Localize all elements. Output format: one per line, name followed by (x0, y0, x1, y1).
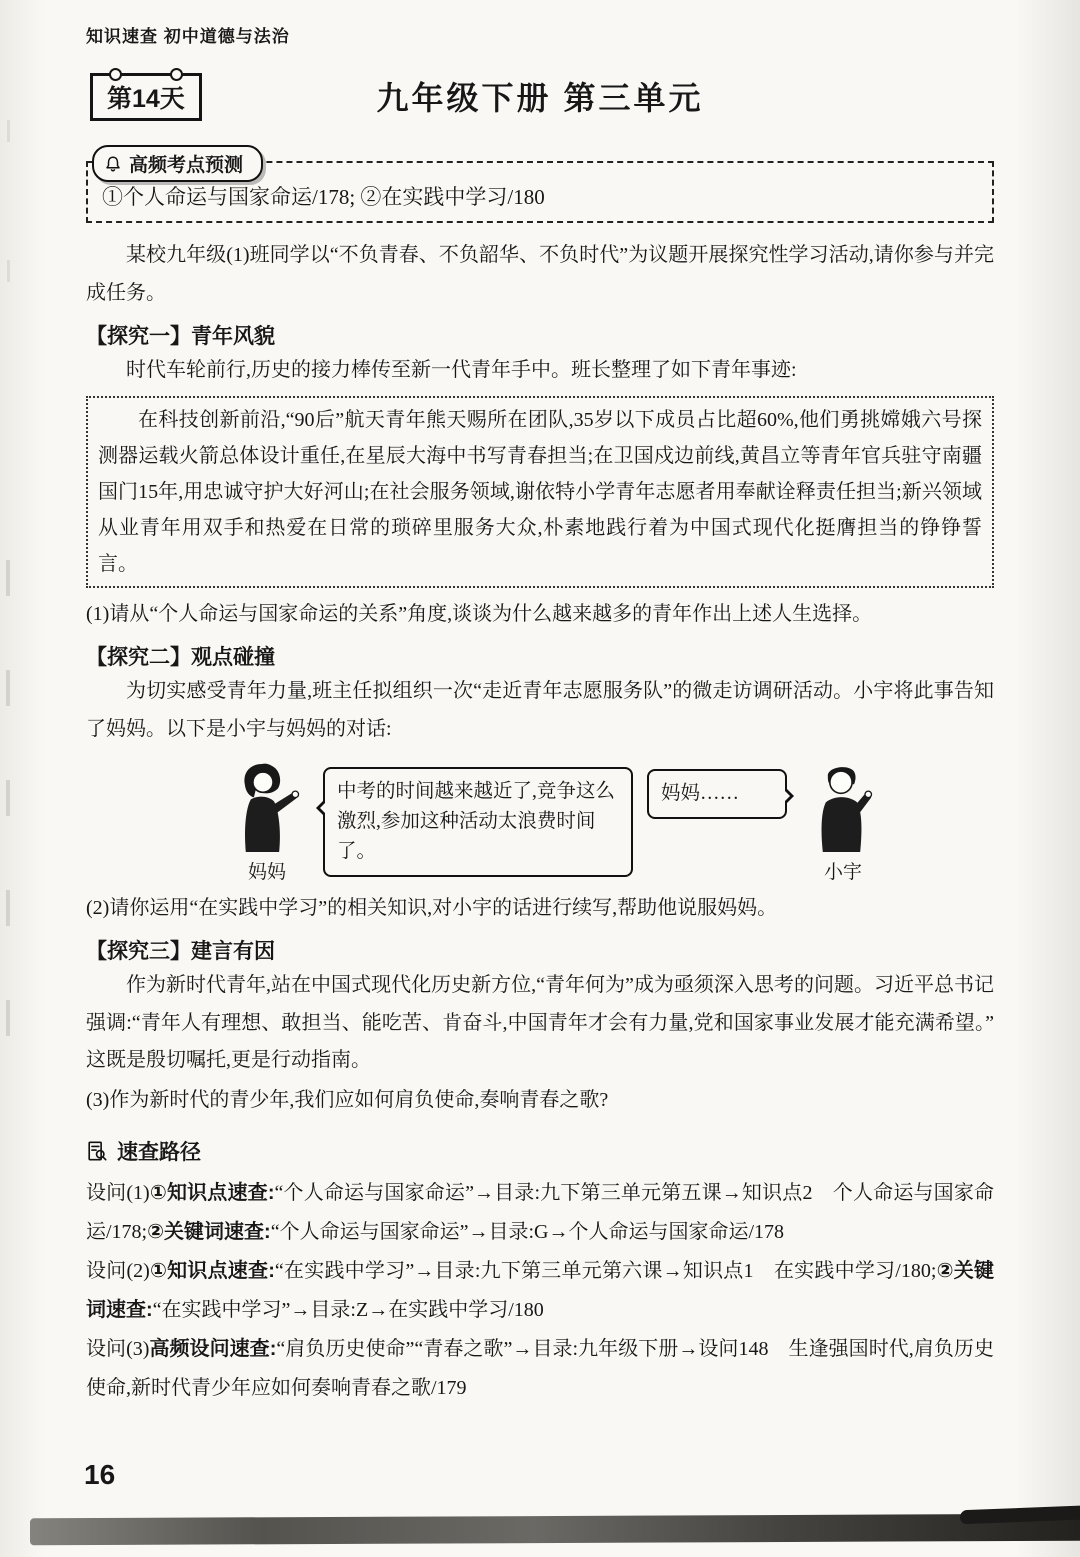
page-number: 16 (84, 1459, 116, 1490)
dialog-illustration (86, 761, 994, 884)
lookup-item-2: 设问(2)①知识点速查:“在实践中学习”→目录:九下第三单元第六课→知识点1 在实践中学习/180;②关键词速查:“在实践中学习”→目录:Z→在实践中学习/180 (86, 1259, 994, 1321)
lookup-item-3: 设问(3)高频设问速查:“肩负历史使命”“青春之歌”→目录:九年级下册→设问148 生逢强国时代,肩负历史使命,新时代青少年应如何奏响青春之歌/179 (86, 1337, 994, 1399)
mom-illustration (231, 761, 303, 857)
material-box (86, 396, 994, 588)
scan-artifact-left-top (7, 120, 10, 380)
scan-artifact-bottom-strip (30, 1514, 1080, 1546)
mom-label: 妈妈 (247, 861, 286, 883)
exploration2-heading: 【探究二】观点碰撞 (86, 646, 275, 670)
scan-artifact-left (6, 560, 10, 1080)
mom-speech-bubble (323, 767, 633, 878)
mom-figure (225, 761, 309, 884)
boy-speech-text: 妈妈…… (661, 782, 740, 804)
lookup-header (86, 1136, 994, 1166)
intro-paragraph: 某校九年级(1)班同学以“不负青春、不负韶华、不负时代”为议题开展探究性学习活动,请你参与并完成任务。 (86, 244, 994, 304)
boy-illustration (807, 761, 879, 857)
lookup-label: 速查路径 (117, 1140, 201, 1164)
boy-speech-bubble (647, 769, 787, 819)
lookup-icon (86, 1140, 108, 1162)
lookup-item-1: 设问(1)①知识点速查:“个人命运与国家命运”→目录:九下第三单元第五课→知识点2 个人命运与国家命运/178;②关键词速查:“个人命运与国家命运”→目录:G→个人命运与国家命运/178 (86, 1181, 995, 1243)
material-text: 在科技创新前沿,“90后”航天青年熊天赐所在团队,35岁以下成员占比超60%,他们勇挑嫦娥六号探测器运载火箭总体设计重任,在星辰大海中书写青春担当;在卫国戍边前线,黄昌立等青年官兵驻守南疆国门15年,用忠诚守护大好河山;在社会服务领域,谢依特小学青年志愿者用奉献诠释责任担当;新兴领域从业青年用双手和热爱在日常的琐碎里服务大众,朴素地践行着为中国式现代化挺膺担当的铮铮誓言。 (98, 408, 982, 575)
prediction-content: ①个人命运与国家命运/178; ②在实践中学习/180 (102, 185, 545, 209)
boy-label: 小宇 (823, 861, 862, 883)
bell-icon (104, 155, 122, 173)
prediction-tag (92, 145, 263, 182)
boy-figure (801, 761, 885, 884)
question-1: (1)请从“个人命运与国家命运的关系”角度,谈谈为什么越来越多的青年作出上述人生选择。 (86, 602, 873, 625)
page-title: 九年级下册 第三单元 (376, 80, 704, 116)
day-badge-label: 第14天 (107, 85, 185, 113)
title-block (86, 69, 994, 129)
exploration3-paragraph: 作为新时代青年,站在中国式现代化历史新方位,“青年何为”成为亟须深入思考的问题。习近平总书记强调:“青年人有理想、敢担当、能吃苦、肯奋斗,中国青年才会有力量,党和国家事业发展才能充满希望。”这既是殷切嘱托,更是行动指南。 (86, 974, 994, 1072)
prediction-box (86, 155, 994, 223)
prediction-tag-label: 高频考点预测 (129, 155, 244, 176)
question-2: (2)请你运用“在实践中学习”的相关知识,对小宇的话进行续写,帮助他说服妈妈。 (86, 896, 778, 919)
exploration2-intro: 为切实感受青年力量,班主任拟组织一次“走近青年志愿服务队”的微走访调研活动。小宇将此事告知了妈妈。以下是小宇与妈妈的对话: (86, 680, 994, 740)
exploration3-heading: 【探究三】建言有因 (86, 940, 275, 964)
question-3: (3)作为新时代的青少年,我们应如何肩负使命,奏响青春之歌? (86, 1088, 609, 1111)
mom-speech-text: 中考的时间越来越近了,竞争这么激烈,参加这种活动太浪费时间了。 (337, 780, 615, 862)
exploration1-heading: 【探究一】青年风貌 (86, 325, 275, 349)
exploration1-intro: 时代车轮前行,历史的接力棒传至新一代青年手中。班长整理了如下青年事迹: (126, 359, 797, 382)
book-header: 知识速查 初中道德与法治 (86, 27, 290, 46)
